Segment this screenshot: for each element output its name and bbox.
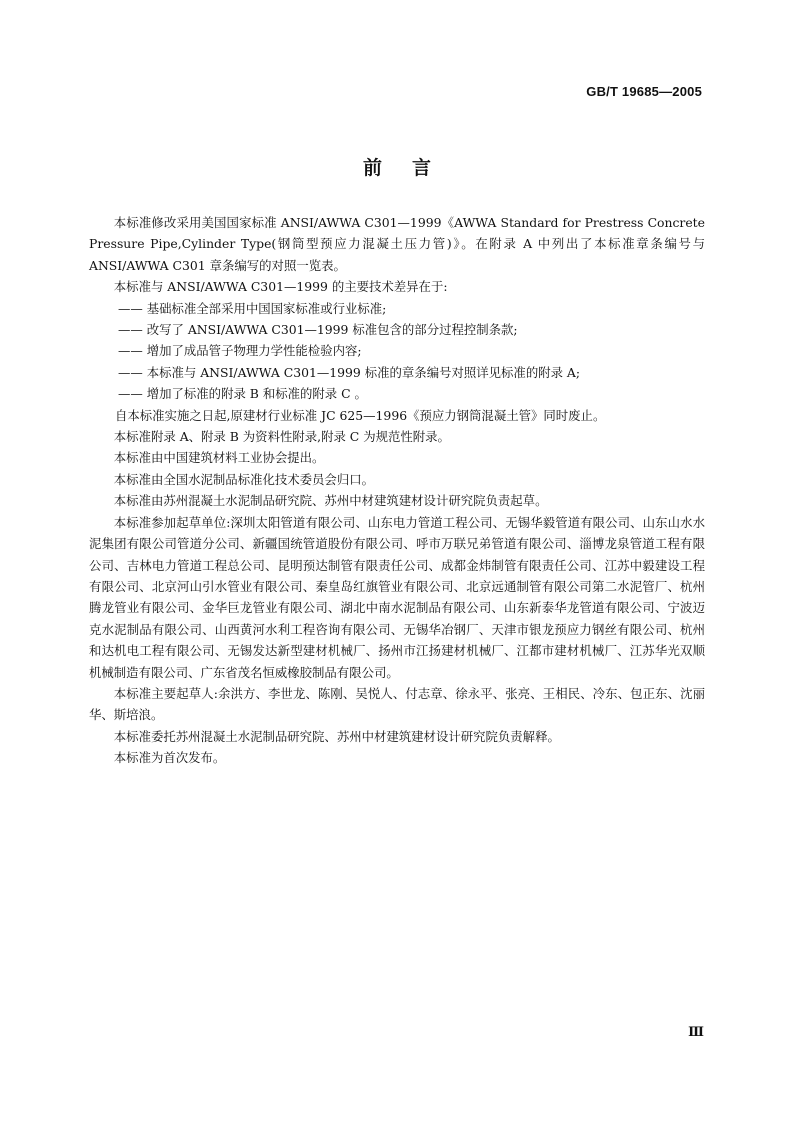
paragraph-supersedes: 自本标准实施之日起,原建材行业标准 JC 625—1996《预应力钢筒混凝土管》同时废止。	[115, 407, 606, 423]
paragraph-main-drafters: 本标准主要起草人:余洪方、李世龙、陈刚、吴悦人、付志章、徐永平、张亮、王相民、冷东、包正东、沈丽华、斯培浪。	[89, 685, 705, 723]
page-title: 前言	[362, 157, 461, 179]
difference-item: —— 本标准与 ANSI/AWWA C301—1999 标准的章条编号对照详见标准的附录 A;	[118, 364, 581, 380]
difference-item: —— 增加了标准的附录 B 和标准的附录 C 。	[118, 386, 367, 402]
paragraph-adoption: 本标准修改采用美国国家标准 ANSI/AWWA C301—1999《AWWA Standard for Prestress Concrete Pressure Pipe,Cylinder Type(钢筒型预应力混凝土压力管)》。在附录 A 中列出了本标准章条编号与 ANSI/AWWA C301 章条编写的对照一览表。	[89, 215, 705, 273]
paragraph-annexes: 本标准附录 A、附录 B 为资料性附录,附录 C 为规范性附录。	[113, 429, 450, 445]
foreword-body	[89, 212, 705, 769]
paragraph-differences-intro: 本标准与 ANSI/AWWA C301—1999 的主要技术差异在于:	[113, 279, 448, 295]
paragraph-participating-units: 本标准参加起草单位:深圳太阳管道有限公司、山东电力管道工程公司、无锡华毅管道有限公司、山东山水水泥集团有限公司管道分公司、新疆国统管道股份有限公司、呼市万联兄弟管道有限公司、淄博龙泉管道工程有限公司、吉林电力管道工程总公司、昆明预达制管有限责任公司、成都金炜制管有限责任公司、江苏中毅建设工程有限公司、北京河山引水管业有限公司、秦皇岛红旗管业有限公司、北京远通制管有限公司第二水泥管厂、杭州腾龙管业有限公司、金华巨龙管业有限公司、湖北中南水泥制品有限公司、山东新泰华龙管道有限公司、宁波迈克水泥制品有限公司、山西黄河水利工程咨询有限公司、无锡华冶钢厂、天津市银龙预应力钢丝有限公司、杭州和达机电工程有限公司、无锡发达新型建材机械厂、扬州市江扬建材机械厂、江都市建材机械厂、江苏华光双顺机械制造有限公司、广东省茂名恒威橡胶制品有限公司。	[89, 514, 705, 680]
paragraph-drafted-by: 本标准由苏州混凝土水泥制品研究院、苏州中材建筑建材设计研究院负责起草。	[113, 493, 548, 509]
difference-item: —— 基础标准全部采用中国国家标准或行业标准;	[118, 300, 387, 316]
paragraph-proposed-by: 本标准由中国建筑材料工业协会提出。	[113, 450, 325, 466]
paragraph-interpretation: 本标准委托苏州混凝土水泥制品研究院、苏州中材建筑建材设计研究院负责解释。	[113, 728, 560, 744]
difference-item: —— 改写了 ANSI/AWWA C301—1999 标准包含的部分过程控制条款;	[118, 322, 518, 338]
paragraph-first-release: 本标准为首次发布。	[113, 750, 226, 766]
standard-number: GB/T 19685—2005	[586, 84, 702, 99]
difference-item: —— 增加了成品管子物理力学性能检验内容;	[118, 343, 362, 359]
page-number: Ⅲ	[688, 1024, 704, 1039]
paragraph-centralized-by: 本标准由全国水泥制品标准化技术委员会归口。	[113, 471, 374, 487]
